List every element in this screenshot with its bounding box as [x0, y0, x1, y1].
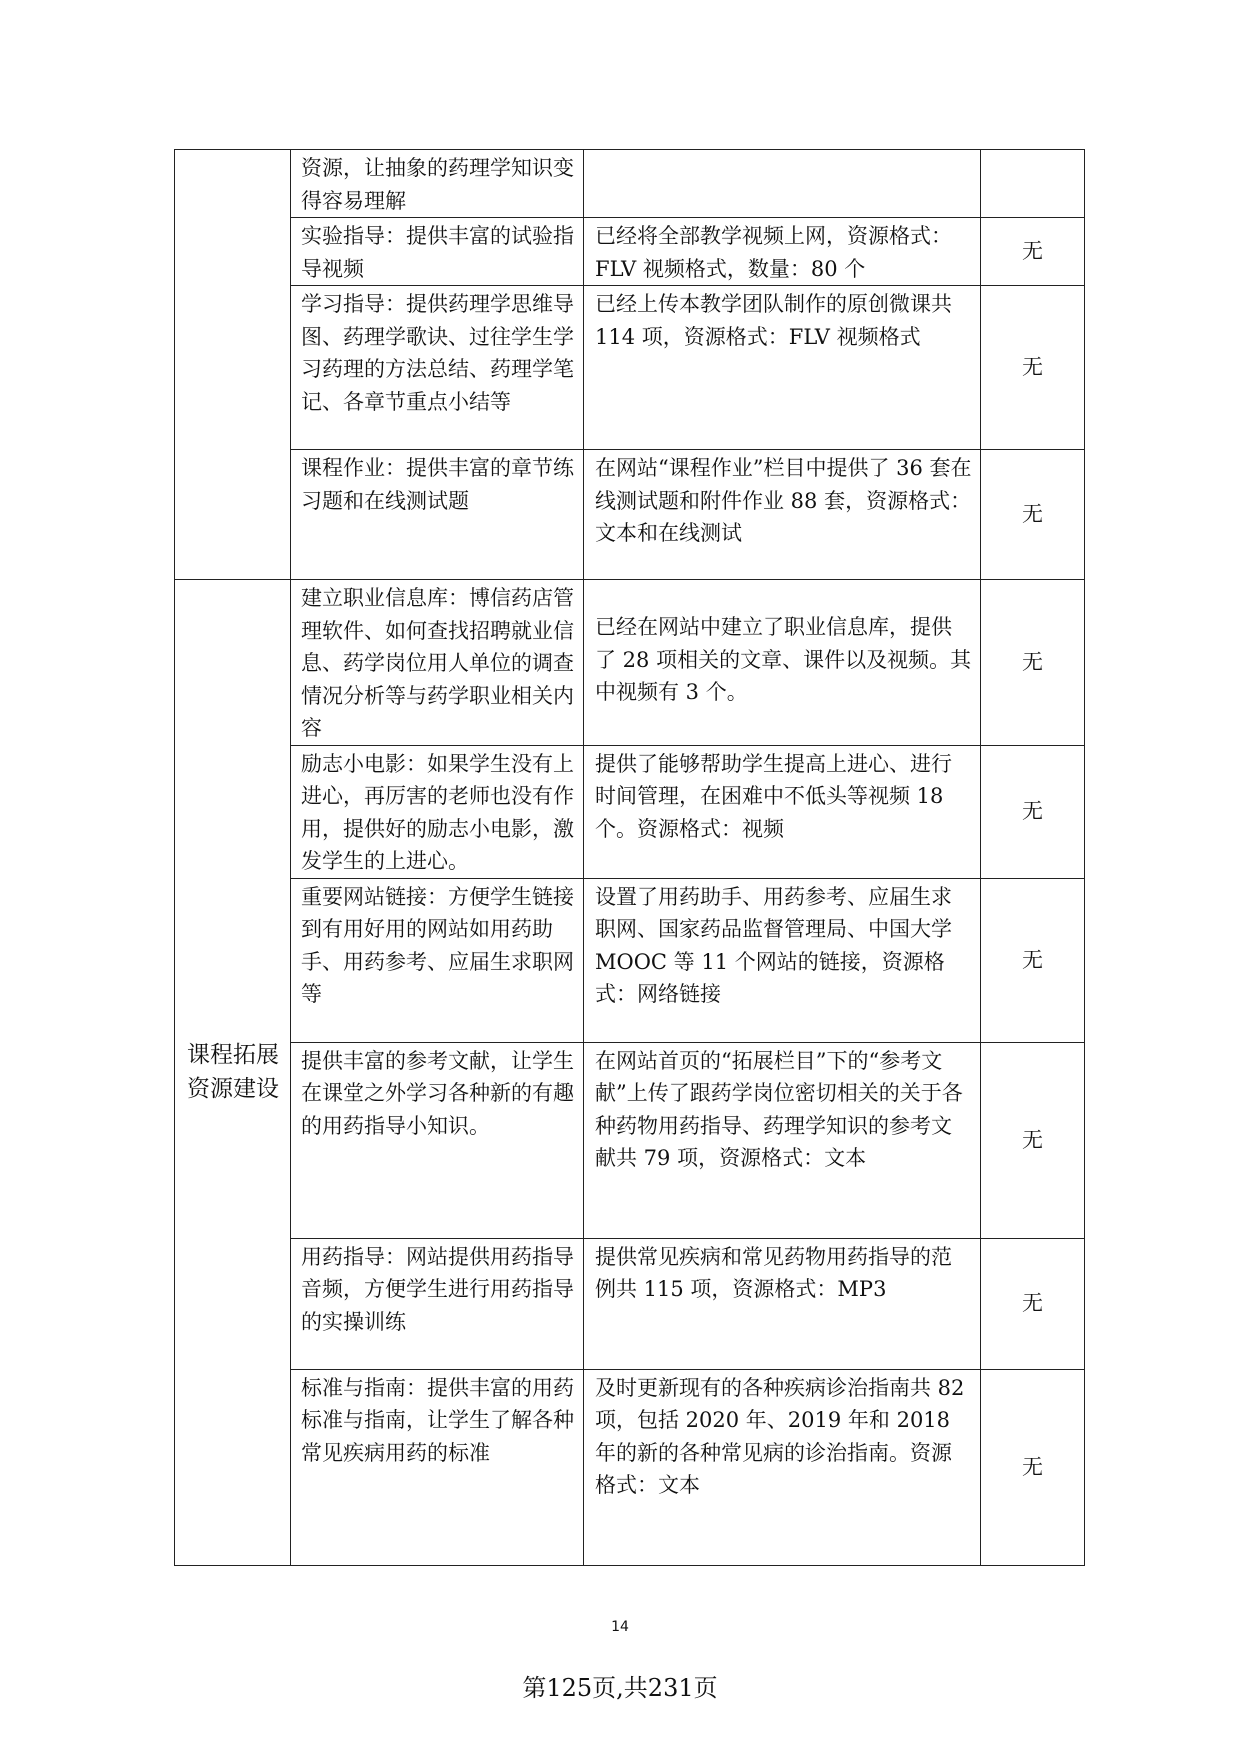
content-cell: 励志小电影：如果学生没有上进心，再厉害的老师也没有作用，提供好的励志小电影，激发学生的上进心。: [291, 745, 584, 878]
issue-cell: 无: [981, 580, 1085, 746]
status-cell: 在网站“课程作业”栏目中提供了 36 套在线测试题和附件作业 88 套，资源格式：文本和在线测试: [584, 450, 981, 580]
table-row: [175, 286, 1085, 450]
table-row: [175, 745, 1085, 878]
issue-cell: 无: [981, 878, 1085, 1042]
issue-cell: 无: [981, 1369, 1085, 1565]
status-cell: 提供常见疾病和常见药物用药指导的范例共 115 项，资源格式：MP3: [584, 1238, 981, 1369]
content-cell: 建立职业信息库：博信药店管理软件、如何查找招聘就业信息、药学岗位用人单位的调查情况分析等与药学职业相关内容: [291, 580, 584, 746]
status-cell: 提供了能够帮助学生提高上进心、进行时间管理，在困难中不低头等视频 18 个。资源格式：视频: [584, 745, 981, 878]
content-cell: 资源，让抽象的药理学知识变得容易理解: [291, 150, 584, 218]
status-cell: [584, 150, 981, 218]
content-cell: 提供丰富的参考文献，让学生在课堂之外学习各种新的有趣的用药指导小知识。: [291, 1042, 584, 1238]
content-cell: 重要网站链接：方便学生链接到有用好用的网站如用药助手、用药参考、应届生求职网等: [291, 878, 584, 1042]
table-row: [175, 1042, 1085, 1238]
status-cell: 及时更新现有的各种疾病诊治指南共 82 项，包括 2020 年、2019 年和 2018 年的新的各种常见病的诊治指南。资源格式：文本: [584, 1369, 981, 1565]
issue-cell: 无: [981, 1238, 1085, 1369]
table-row: [175, 878, 1085, 1042]
issue-cell: 无: [981, 1042, 1085, 1238]
content-cell: 学习指导：提供药理学思维导图、药理学歌诀、过往学生学习药理的方法总结、药理学笔记、各章节重点小结等: [291, 286, 584, 450]
table-row: [175, 1238, 1085, 1369]
issue-cell: 无: [981, 450, 1085, 580]
content-cell: 课程作业：提供丰富的章节练习题和在线测试题: [291, 450, 584, 580]
table-row: [175, 580, 1085, 746]
resource-table: [174, 149, 1085, 1566]
category-cell: [175, 150, 291, 580]
issue-cell: 无: [981, 218, 1085, 286]
page-footer: 第125页,共231页: [522, 1674, 718, 1702]
table-row: [175, 150, 1085, 218]
table-row: [175, 1369, 1085, 1565]
table-row: [175, 218, 1085, 286]
content-cell: 标准与指南：提供丰富的用药标准与指南，让学生了解各种常见疾病用药的标准: [291, 1369, 584, 1565]
status-cell: 已经将全部教学视频上网，资源格式：FLV 视频格式，数量：80 个: [584, 218, 981, 286]
issue-cell: [981, 150, 1085, 218]
content-cell: 实验指导：提供丰富的试验指导视频: [291, 218, 584, 286]
category-cell: 课程拓展资源建设: [175, 580, 291, 1566]
status-cell: 设置了用药助手、用药参考、应届生求职网、国家药品监督管理局、中国大学 MOOC 等 11 个网站的链接，资源格式：网络链接: [584, 878, 981, 1042]
status-cell: 在网站首页的“拓展栏目”下的“参考文献”上传了跟药学岗位密切相关的关于各种药物用药指导、药理学知识的参考文献共 79 项，资源格式：文本: [584, 1042, 981, 1238]
table-row: [175, 450, 1085, 580]
page-number: 14: [611, 1619, 629, 1635]
status-cell: 已经上传本教学团队制作的原创微课共 114 项，资源格式：FLV 视频格式: [584, 286, 981, 450]
issue-cell: 无: [981, 286, 1085, 450]
issue-cell: 无: [981, 745, 1085, 878]
status-cell: 已经在网站中建立了职业信息库，提供了 28 项相关的文章、课件以及视频。其中视频有 3 个。: [584, 580, 981, 746]
content-cell: 用药指导：网站提供用药指导音频，方便学生进行用药指导的实操训练: [291, 1238, 584, 1369]
